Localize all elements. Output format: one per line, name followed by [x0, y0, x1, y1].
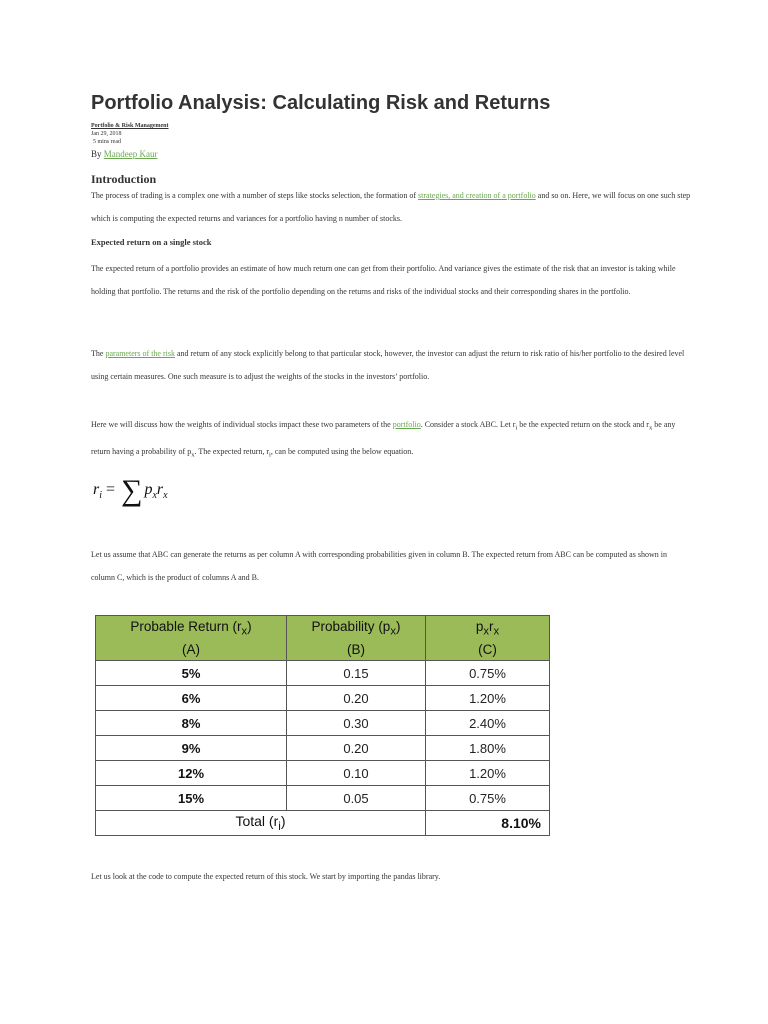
byline: [91, 149, 158, 159]
p4-text-f: , can be computed using the below equation.: [270, 446, 414, 456]
intro-paragraph: [91, 184, 691, 230]
cell-probability: 0.30: [287, 711, 426, 736]
author-link[interactable]: Mandeep Kaur: [103, 149, 158, 159]
header-a-col: (A): [182, 641, 200, 657]
intro-heading: Introduction: [91, 172, 157, 186]
cell-return: 6%: [96, 686, 287, 711]
p4-text-a: Here we will discuss how the weights of individual stocks impact these two parameters of the: [91, 420, 393, 429]
section-heading: Expected return on a single stock: [91, 237, 212, 247]
cell-probability: 0.20: [287, 686, 426, 711]
read-time: 5 mins read: [93, 139, 121, 145]
header-b-end: ): [395, 619, 401, 635]
total-label: [96, 811, 426, 836]
p4-sub-x: x: [648, 424, 653, 432]
table-row: [96, 761, 550, 786]
cell-return: 15%: [96, 786, 287, 811]
cell-probability: 0.20: [287, 736, 426, 761]
cell-product: 2.40%: [426, 711, 550, 736]
p4-sub-x2: x: [191, 451, 195, 459]
formula-r-sub: x: [163, 490, 168, 502]
header-b-col: (B): [347, 641, 365, 657]
p3-text-b: and return of any stock explicitly belong to that particular stock, however, the investor can adjust the return to risk ratio of his/her portfolio to the desired level using certain measures. One such measure is to adjust the weights of the stocks in the investors’ portfolio.: [91, 349, 685, 381]
header-c-col: (C): [478, 641, 497, 657]
cell-probability: 0.05: [287, 786, 426, 811]
paragraph-assume: Let us assume that ABC can generate the returns as per column A with corresponding probabilities given in column B. The expected return from ABC can be computed as shown in column C, which is the product of columns A and B.: [91, 550, 667, 582]
table-row: [96, 686, 550, 711]
total-label-text: Total (r: [235, 813, 279, 830]
header-a-end: ): [247, 619, 252, 635]
formula-r: r: [156, 481, 164, 498]
header-a-sub: x: [241, 625, 248, 638]
table-row: [96, 736, 550, 761]
p4-text-e: . The expected return, r: [194, 446, 270, 456]
p3-text-a: The: [91, 349, 106, 358]
formula-equals: =: [106, 481, 116, 498]
cell-product: 0.75%: [426, 786, 550, 811]
p4-text-c: be the expected return on the stock and r: [517, 420, 649, 429]
header-probable-return: [96, 616, 287, 661]
category-link[interactable]: Portfolio & Risk Management: [91, 123, 169, 129]
header-probability: [287, 616, 426, 661]
table-header-row: [96, 616, 550, 661]
header-b-sub: x: [390, 625, 396, 638]
table-total-row: [96, 811, 550, 836]
sigma-symbol: ∑: [121, 474, 143, 507]
cell-return: 9%: [96, 736, 287, 761]
p4-text-b: . Consider a stock ABC. Let r: [420, 420, 516, 429]
paragraph-weights: [91, 413, 691, 466]
paragraph-expected-return: The expected return of a portfolio provides an estimate of how much return one can get from their portfolio. And variance gives the estimate of the risk that an investor is taking while holding that portfolio. The returns and the risk of the portfolio depending on the returns and risks of the individual stocks and their corresponding shares in the portfolio.: [91, 264, 676, 296]
parameters-of-risk-link[interactable]: parameters of the risk: [105, 349, 175, 358]
header-c-r: r: [489, 619, 494, 635]
header-a-text: Probable Return (r: [130, 619, 242, 635]
table-row: [96, 786, 550, 811]
paragraph-code-intro: Let us look at the code to compute the expected return of this stock. We start by importing the pandas library.: [91, 872, 441, 881]
p4-text-d: be any return having a probability of p: [91, 420, 676, 456]
cell-product: 1.20%: [426, 686, 550, 711]
total-label-end: ): [280, 813, 286, 830]
header-b-text: Probability (p: [311, 619, 391, 635]
cell-return: 5%: [96, 661, 287, 686]
header-c-sub1: x: [483, 625, 489, 638]
total-label-sub: i: [278, 819, 281, 833]
formula-p: p: [144, 481, 153, 498]
publish-date: Jan 29, 2018: [91, 131, 122, 137]
cell-probability: 0.15: [287, 661, 426, 686]
expected-return-table: [95, 615, 550, 836]
table-row: [96, 661, 550, 686]
formula-p-sub: x: [152, 490, 157, 502]
cell-probability: 0.10: [287, 761, 426, 786]
intro-text-a: The process of trading is a complex one with a number of steps like stocks selection, the formation of: [91, 191, 419, 200]
header-product: [426, 616, 550, 661]
expected-return-formula: [93, 474, 168, 508]
cell-product: 0.75%: [426, 661, 550, 686]
intro-text-b: and so on. Here, we will focus on one such step which is computing the expected returns and variances for a portfolio having n number of stocks.: [91, 191, 691, 223]
cell-product: 1.20%: [426, 761, 550, 786]
formula-lhs: r: [93, 481, 100, 498]
strategies-link[interactable]: strategies, and creation of a portfolio: [418, 191, 536, 200]
by-label: By: [91, 149, 102, 159]
total-value: 8.10%: [426, 811, 550, 836]
p4-sub-i2: i: [269, 451, 271, 459]
formula-lhs-sub: i: [99, 490, 103, 502]
cell-return: 8%: [96, 711, 287, 736]
header-c-sub2: x: [493, 625, 500, 638]
cell-return: 12%: [96, 761, 287, 786]
page-title: Portfolio Analysis: Calculating Risk and Returns: [91, 92, 551, 114]
cell-product: 1.80%: [426, 736, 550, 761]
portfolio-link[interactable]: portfolio: [392, 420, 421, 429]
table-row: [96, 711, 550, 736]
header-c-p: p: [475, 619, 484, 635]
paragraph-parameters: [91, 342, 691, 388]
p4-sub-i: i: [515, 424, 518, 432]
